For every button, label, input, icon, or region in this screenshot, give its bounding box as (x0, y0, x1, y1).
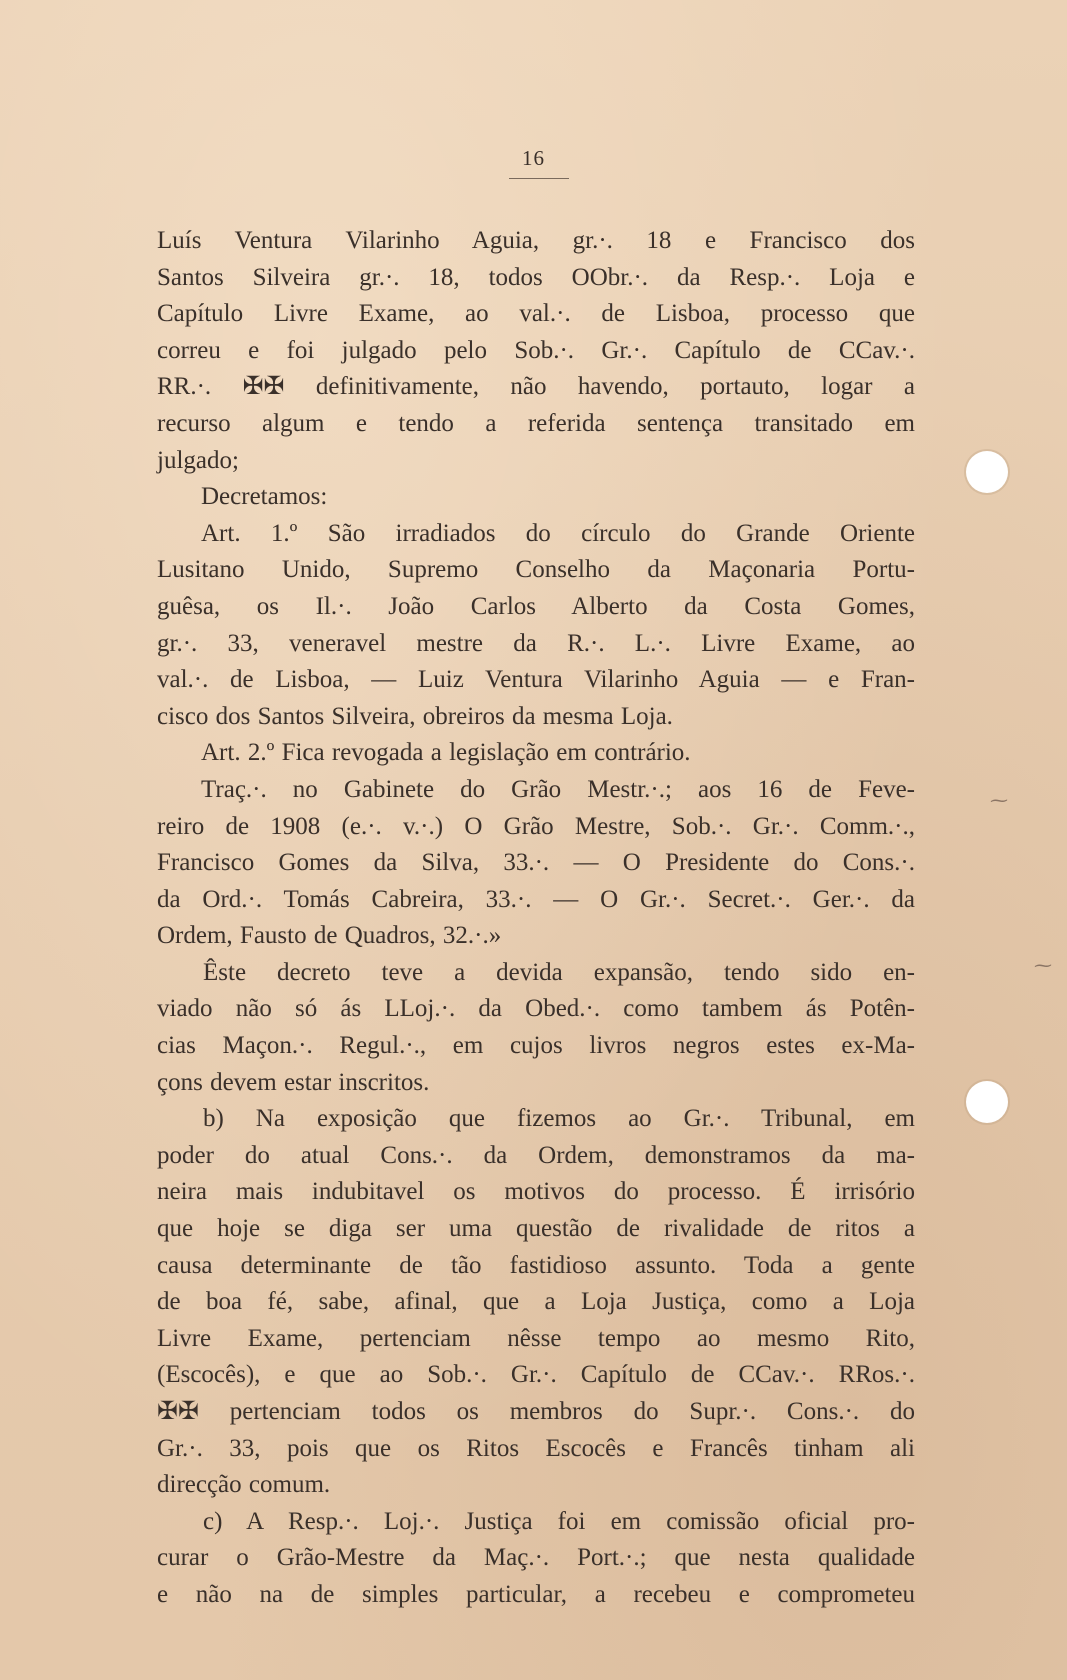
text-line: causa determinante de tão fastidioso assunto. Toda a gente (157, 1251, 915, 1279)
text-line: val.·. de Lisboa, — Luiz Ventura Vilarinho Aguia — e Fran- (157, 666, 915, 694)
body-text (157, 223, 915, 1614)
margin-mark: ⁓ (990, 790, 1008, 810)
text-line: cias Maçon.·. Regul.·., em cujos livros negros estes ex-Ma- (157, 1032, 915, 1060)
text-line: Luís Ventura Vilarinho Aguia, gr.·. 18 e Francisco dos (157, 227, 915, 254)
text-line: b) Na exposição que fizemos ao Gr.·. Tribunal, em (203, 1105, 915, 1133)
text-line: que hoje se diga ser uma questão de rivalidade de ritos a (157, 1215, 915, 1243)
text-line: Decretamos: (201, 483, 328, 511)
page-number-rule (509, 178, 569, 179)
text-line: e não na de simples particular, a recebeu e comprometeu (157, 1580, 915, 1608)
text-line: Santos Silveira gr.·. 18, todos OObr.·. da Resp.·. Loja e (157, 263, 915, 291)
text-line: çons devem estar inscritos. (157, 1068, 430, 1096)
text-line: de boa fé, sabe, afinal, que a Loja Justiça, como a Loja (157, 1288, 915, 1316)
text-line: Êste decreto teve a devida expansão, tendo sido en- (203, 958, 915, 986)
text-line: correu e foi julgado pelo Sob.·. Gr.·. Capítulo de CCav.·. (157, 336, 915, 364)
text-line: Traç.·. no Gabinete do Grão Mestr.·.; aos 16 de Feve- (201, 775, 915, 803)
text-line: (Escocês), e que ao Sob.·. Gr.·. Capítulo de CCav.·. RRos.·. (157, 1361, 915, 1389)
text-line: Livre Exame, pertenciam nêsse tempo ao mesmo Rito, (157, 1324, 915, 1352)
text-line: Francisco Gomes da Silva, 33.·. — O Presidente do Cons.·. (157, 849, 915, 877)
text-line: Capítulo Livre Exame, ao val.·. de Lisboa, processo que (157, 300, 915, 328)
punch-hole-top (966, 451, 1008, 493)
text-line: viado não só ás LLoj.·. da Obed.·. como tambem ás Potên- (157, 995, 915, 1023)
text-line: reiro de 1908 (e.·. v.·.) O Grão Mestre, Sob.·. Gr.·. Comm.·., (157, 812, 915, 840)
text-line: cisco dos Santos Silveira, obreiros da mesma Loja. (157, 702, 673, 730)
text-line: poder do atual Cons.·. da Ordem, demonstramos da ma- (157, 1141, 915, 1169)
text-line: Art. 2.º Fica revogada a legislação em contrário. (201, 739, 691, 767)
text-line: Art. 1.º São irradiados do círculo do Grande Oriente (201, 519, 915, 547)
text-line: neira mais indubitavel os motivos do processo. É irrisório (157, 1178, 915, 1206)
text-line: da Ord.·. Tomás Cabreira, 33.·. — O Gr.·. Secret.·. Ger.·. da (157, 885, 915, 913)
text-line: curar o Grão-Mestre da Maç.·. Port.·.; que nesta qualidade (157, 1544, 915, 1572)
page-number: 16 (522, 146, 545, 170)
punch-hole-bottom (966, 1081, 1008, 1123)
text-line: recurso algum e tendo a referida sentença transitado em (157, 409, 915, 437)
text-line: Gr.·. 33, pois que os Ritos Escocês e Francês tinham ali (157, 1434, 915, 1462)
text-line: direcção comum. (157, 1471, 331, 1499)
text-line: gr.·. 33, veneravel mestre da R.·. L.·. Livre Exame, ao (157, 629, 915, 657)
text-line: Lusitano Unido, Supremo Conselho da Maçonaria Portu- (157, 556, 915, 584)
text-line: ✠✠ pertenciam todos os membros do Supr.·. Cons.·. do (157, 1398, 915, 1425)
text-line: Ordem, Fausto de Quadros, 32.·.» (157, 922, 502, 950)
text-line: julgado; (157, 446, 239, 474)
text-line: c) A Resp.·. Loj.·. Justiça foi em comissão oficial pro- (203, 1507, 915, 1535)
text-line: RR.·. ✠✠ definitivamente, não havendo, portauto, logar a (157, 373, 915, 401)
margin-mark: ⁓ (1034, 955, 1052, 975)
text-line: guêsa, os Il.·. João Carlos Alberto da Costa Gomes, (157, 592, 915, 620)
